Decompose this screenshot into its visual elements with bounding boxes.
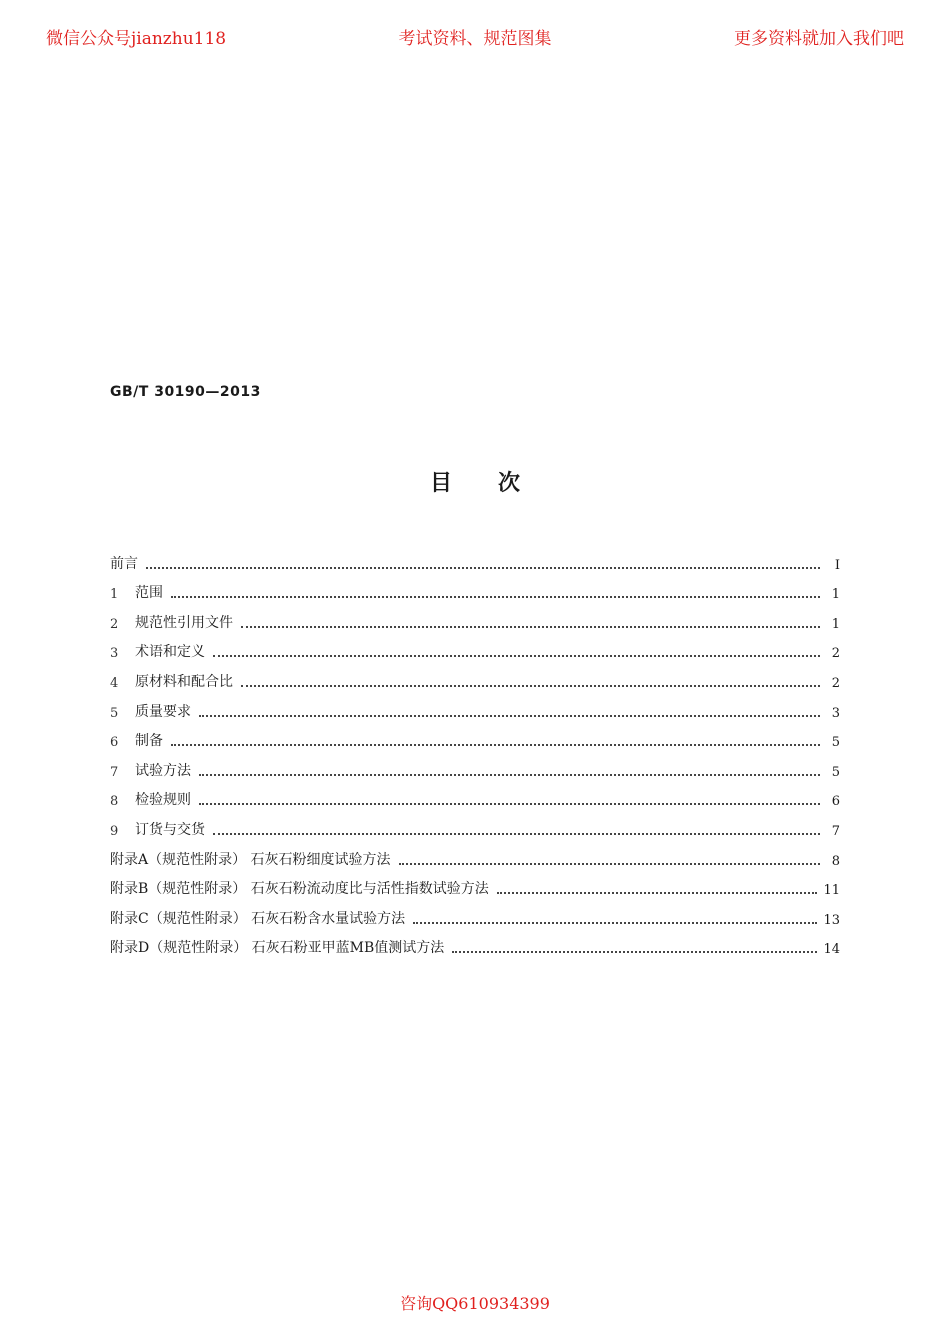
toc-entry-label: 原材料和配合比	[135, 673, 233, 690]
toc-entry-page: 1	[831, 587, 840, 603]
toc-dot-leader	[241, 685, 820, 687]
toc-entry[interactable]	[110, 543, 840, 573]
toc-entry[interactable]	[110, 602, 840, 632]
standard-code: GB/T 30190—2013	[110, 384, 261, 400]
toc-dot-leader	[413, 922, 817, 924]
toc-entry[interactable]	[110, 750, 840, 780]
toc-dot-leader	[497, 892, 818, 894]
toc-dot-leader	[399, 863, 820, 865]
toc-entry[interactable]	[110, 898, 840, 928]
toc-dot-leader	[452, 951, 817, 953]
toc-entry-label: 规范性引用文件	[135, 614, 233, 631]
toc-entry-label: 术语和定义	[135, 644, 205, 661]
toc-entry-page: 13	[823, 912, 840, 928]
footer-contact-text: 咨询QQ610934399	[400, 1294, 550, 1313]
toc-entry-label: 范围	[135, 585, 163, 602]
toc-dot-leader	[199, 774, 820, 776]
toc-dot-leader	[199, 715, 820, 717]
toc-entry-number: 8	[110, 794, 119, 810]
toc-entry-page: 2	[831, 646, 840, 662]
toc-entry-label: 质量要求	[135, 703, 191, 720]
toc-dot-leader	[241, 626, 820, 628]
toc-entry-page: 3	[831, 705, 840, 721]
toc-entry-page: 2	[831, 675, 840, 691]
toc-entry-page: 5	[831, 735, 840, 751]
toc-entry[interactable]	[110, 809, 840, 839]
toc-entry-page: 8	[831, 853, 840, 869]
toc-entry-number: 4	[110, 675, 119, 691]
toc-dot-leader	[146, 567, 820, 569]
toc-entry[interactable]	[110, 661, 840, 691]
toc-entry-number: 3	[110, 646, 119, 662]
toc-entry-number: 6	[110, 735, 119, 751]
toc-entry-label: 制备	[135, 733, 163, 750]
toc-dot-leader	[213, 833, 820, 835]
toc-entry-label: 试验方法	[135, 762, 191, 779]
toc-entry-number: 2	[110, 616, 119, 632]
banner-materials-text: 考试资料、规范图集	[398, 29, 552, 49]
toc-entry-page: 6	[831, 794, 840, 810]
toc-entry-label: 附录C（规范性附录） 石灰石粉含水量试验方法	[110, 910, 406, 927]
toc-dot-leader	[171, 596, 820, 598]
toc-entry-page: 7	[831, 823, 840, 839]
toc-entry[interactable]	[110, 573, 840, 603]
toc-entry-page: 1	[831, 616, 840, 632]
toc-entry[interactable]	[110, 869, 840, 899]
toc-entry-page: 5	[831, 764, 840, 780]
toc-entry[interactable]	[110, 780, 840, 810]
toc-entry-number: 5	[110, 705, 119, 721]
toc-entry-number: 7	[110, 764, 119, 780]
toc-entry-page: 14	[823, 942, 840, 958]
banner-join-text: 更多资料就加入我们吧	[734, 29, 904, 49]
toc-entry[interactable]	[110, 632, 840, 662]
toc-entry-number: 9	[110, 823, 119, 839]
table-of-contents	[110, 543, 840, 957]
toc-entry-number: 1	[110, 587, 119, 603]
toc-entry[interactable]	[110, 839, 840, 869]
toc-entry-label: 附录A（规范性附录） 石灰石粉细度试验方法	[110, 851, 391, 868]
toc-dot-leader	[199, 803, 820, 805]
toc-entry-label: 附录D（规范性附录） 石灰石粉亚甲蓝MB值测试方法	[110, 940, 445, 957]
toc-title: 目次	[429, 471, 566, 496]
toc-entry[interactable]	[110, 928, 840, 958]
toc-entry[interactable]	[110, 691, 840, 721]
toc-entry-page: 11	[823, 883, 840, 899]
toc-entry-label: 附录B（规范性附录） 石灰石粉流动度比与活性指数试验方法	[110, 881, 489, 898]
toc-entry[interactable]	[110, 721, 840, 751]
toc-entry-label: 前言	[110, 555, 138, 572]
banner-wechat-text: 微信公众号jianzhu118	[46, 29, 227, 49]
toc-entry-label: 订货与交货	[135, 821, 205, 838]
toc-dot-leader	[213, 655, 820, 657]
toc-dot-leader	[171, 744, 820, 746]
toc-entry-label: 检验规则	[135, 792, 191, 809]
toc-entry-page: Ⅰ	[834, 557, 840, 573]
